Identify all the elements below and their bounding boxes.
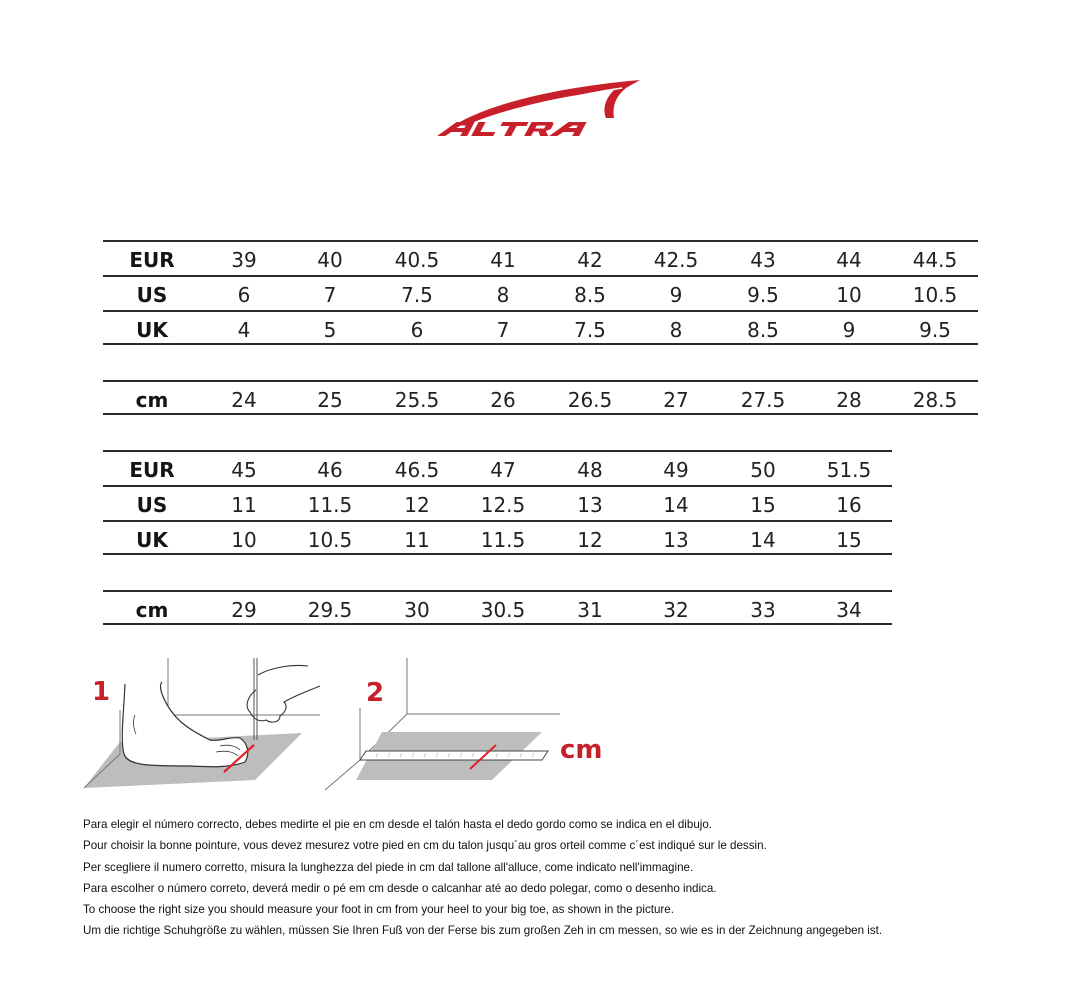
size-cell: 10 xyxy=(836,283,862,307)
size-cell: 46 xyxy=(317,458,343,482)
size-cell: 9.5 xyxy=(747,283,779,307)
step-number-2: 2 xyxy=(366,678,385,708)
size-cell: 8 xyxy=(669,318,683,342)
row-label: EUR xyxy=(129,458,175,482)
row-label: US xyxy=(136,283,168,307)
row-uk xyxy=(103,520,892,555)
size-cell: 11 xyxy=(404,528,430,552)
size-cell: 10.5 xyxy=(912,283,958,307)
size-cell: 51.5 xyxy=(826,458,872,482)
size-cell: 9.5 xyxy=(919,318,951,342)
step-number-1: 1 xyxy=(92,677,111,707)
size-cell: 45 xyxy=(231,458,257,482)
size-cell: 44 xyxy=(836,248,862,272)
size-cell: 32 xyxy=(663,598,689,622)
size-cell: 43 xyxy=(750,248,776,272)
size-cell: 26 xyxy=(490,388,516,412)
instruction-fr: Pour choisir la bonne pointure, vous devez mesurez votre pied en cm du talon jusqu´au gros orteil comme c´est indiqué sur le dessin. xyxy=(83,839,767,853)
size-cell: 14 xyxy=(750,528,776,552)
altra-logo xyxy=(430,78,645,140)
size-cell: 44.5 xyxy=(912,248,958,272)
size-cell: 13 xyxy=(577,493,603,517)
row-label: cm xyxy=(135,598,169,622)
row-cm xyxy=(103,590,892,625)
instruction-de: Um die richtige Schuhgröße zu wählen, müssen Sie Ihren Fuß von der Ferse bis zum großen Zeh in cm messen, so wie es in der Zeichnung angegeben ist. xyxy=(83,924,883,938)
instruction-en: To choose the right size you should measure your foot in cm from your heel to your big toe, as shown in the picture. xyxy=(83,903,674,917)
size-cell: 42.5 xyxy=(653,248,699,272)
size-cell: 49 xyxy=(663,458,689,482)
row-label: EUR xyxy=(129,248,175,272)
row-label: UK xyxy=(136,528,168,552)
unit-label-cm: cm xyxy=(560,735,603,765)
row-label: US xyxy=(136,493,168,517)
size-cell: 11 xyxy=(231,493,257,517)
altra-logo-icon xyxy=(430,78,645,140)
foot-measure-icon xyxy=(80,650,340,800)
size-cell: 40 xyxy=(317,248,343,272)
size-cell: 27.5 xyxy=(740,388,786,412)
size-cell: 16 xyxy=(836,493,862,517)
size-cell: 11.5 xyxy=(480,528,526,552)
illustration-step-1 xyxy=(80,650,340,800)
row-cm xyxy=(103,380,978,415)
size-cell: 25.5 xyxy=(394,388,440,412)
size-cell: 46.5 xyxy=(394,458,440,482)
size-cell: 15 xyxy=(836,528,862,552)
size-cell: 25 xyxy=(317,388,343,412)
size-cell: 50 xyxy=(750,458,776,482)
size-cell: 7.5 xyxy=(401,283,433,307)
size-cell: 39 xyxy=(231,248,257,272)
row-us xyxy=(103,275,978,310)
size-cell: 13 xyxy=(663,528,689,552)
size-cell: 34 xyxy=(836,598,862,622)
size-cell: 30 xyxy=(404,598,430,622)
size-cell: 15 xyxy=(750,493,776,517)
size-cell: 10 xyxy=(231,528,257,552)
size-cell: 28 xyxy=(836,388,862,412)
size-cell: 12.5 xyxy=(480,493,526,517)
size-cell: 4 xyxy=(237,318,251,342)
size-cell: 29.5 xyxy=(307,598,353,622)
measurement-instructions xyxy=(83,814,1043,942)
size-cell: 12 xyxy=(404,493,430,517)
size-cell: 42 xyxy=(577,248,603,272)
row-label: UK xyxy=(136,318,168,342)
size-cell: 26.5 xyxy=(567,388,613,412)
size-cell: 11.5 xyxy=(307,493,353,517)
instruction-es: Para elegir el número correcto, debes medirte el pie en cm desde el talón hasta el dedo gordo como se indica en el dibujo. xyxy=(83,818,713,831)
size-cell: 28.5 xyxy=(912,388,958,412)
size-cell: 5 xyxy=(323,318,337,342)
instruction-it: Per scegliere il numero corretto, misura la lunghezza del piede in cm dal tallone all'alluce, come indicato nell'immagine. xyxy=(83,860,694,874)
size-cell: 41 xyxy=(490,248,516,272)
size-cell: 7 xyxy=(496,318,510,342)
size-cell: 6 xyxy=(410,318,424,342)
row-eur xyxy=(103,240,978,275)
row-label: cm xyxy=(135,388,169,412)
instruction-pt: Para escolher o número correto, deverá medir o pé em cm desde o calcanhar até ao dedo polegar, como o desenho indica. xyxy=(83,881,717,895)
size-cell: 9 xyxy=(842,318,856,342)
size-cell: 8.5 xyxy=(747,318,779,342)
size-cell: 40.5 xyxy=(394,248,440,272)
size-cell: 48 xyxy=(577,458,603,482)
size-cell: 31 xyxy=(577,598,603,622)
size-cell: 7 xyxy=(323,283,337,307)
size-cell: 47 xyxy=(490,458,516,482)
size-cell: 8 xyxy=(496,283,510,307)
size-cell: 24 xyxy=(231,388,257,412)
size-cell: 9 xyxy=(669,283,683,307)
size-cell: 33 xyxy=(750,598,776,622)
size-cell: 7.5 xyxy=(574,318,606,342)
row-us xyxy=(103,485,892,520)
size-cell: 27 xyxy=(663,388,689,412)
ruler-measure-icon xyxy=(320,650,620,800)
size-cell: 14 xyxy=(663,493,689,517)
row-uk xyxy=(103,310,978,345)
size-cell: 10.5 xyxy=(307,528,353,552)
size-cell: 6 xyxy=(237,283,251,307)
size-cell: 12 xyxy=(577,528,603,552)
row-eur xyxy=(103,450,892,485)
size-cell: 29 xyxy=(231,598,257,622)
illustration-step-2 xyxy=(320,650,620,800)
size-cell: 8.5 xyxy=(574,283,606,307)
size-cell: 30.5 xyxy=(480,598,526,622)
